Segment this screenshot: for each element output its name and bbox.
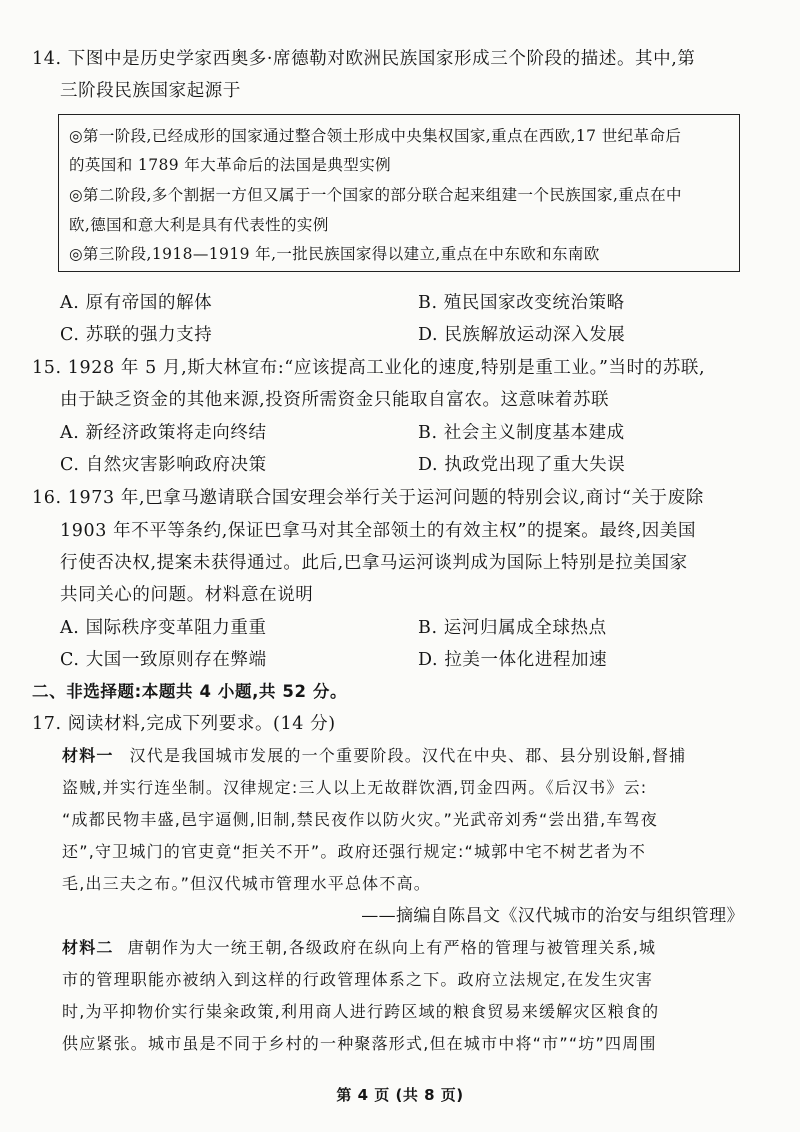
q15-option-b[interactable]: B. 社会主义制度基本建成 — [418, 423, 625, 443]
material2-line — [62, 936, 656, 960]
material1-line: 还”,守卫城门的官吏竟“拒关不开”。政府还强行规定:“城郭中宅不树艺者为不 — [62, 842, 647, 861]
material2-label: 材料二 — [62, 938, 114, 957]
q16-option-a[interactable]: A. 国际秩序变革阻力重重 — [60, 618, 267, 638]
material1-line — [62, 744, 686, 768]
q16-stem-line: 16. 1973 年,巴拿马邀请联合国安理会举行关于运河问题的特别会议,商讨“关于废除 — [32, 488, 704, 508]
material2-line: 时,为平抑物价实行粜籴政策,利用商人进行跨区域的粮食贸易来缓解灾区粮食的 — [62, 1002, 660, 1021]
box-line: ◎第三阶段,1918—1919 年,一批民族国家得以建立,重点在中东欧和东南欧 — [69, 245, 600, 263]
q16-option-b[interactable]: B. 运河归属成全球热点 — [418, 618, 607, 638]
q15-option-d[interactable]: D. 执政党出现了重大失误 — [418, 455, 626, 475]
q14-stem-line1: 14. 下图中是历史学家西奥多·席德勒对欧洲民族国家形成三个阶段的描述。其中,第 — [32, 49, 696, 69]
q14-option-a[interactable]: A. 原有帝国的解体 — [60, 293, 213, 313]
q14-option-b[interactable]: B. 殖民国家改变统治策略 — [418, 293, 625, 313]
box-line: 的英国和 1789 年大革命后的法国是典型实例 — [69, 156, 392, 174]
q14-stem-line2: 三阶段民族国家起源于 — [60, 81, 241, 101]
q16-option-d[interactable]: D. 拉美一体化进程加速 — [418, 650, 608, 670]
section-heading: 二、非选择题:本题共 4 小题,共 52 分。 — [32, 682, 348, 701]
q14-option-c[interactable]: C. 苏联的强力支持 — [60, 325, 213, 345]
q15-stem-line1: 15. 1928 年 5 月,斯大林宣布:“应该提高工业化的速度,特别是重工业。”当时的苏联, — [32, 358, 706, 378]
material1-text: 汉代是我国城市发展的一个重要阶段。汉代在中央、郡、县分别设斛,督捕 — [129, 746, 687, 765]
q16-stem-line: 行使否决权,提案未获得通过。此后,巴拿马运河谈判成为国际上特别是拉美国家 — [60, 553, 688, 573]
material2-text: 唐朝作为大一统王朝,各级政府在纵向上有严格的管理与被管理关系,城 — [127, 938, 657, 957]
q17-stem: 17. 阅读材料,完成下列要求。(14 分) — [32, 714, 336, 734]
material1-source: ——摘编自陈昌文《汉代城市的治安与组织管理》 — [361, 906, 744, 926]
material1-line: 盗贼,并实行连坐制。汉律规定:三人以上无故群饮酒,罚金四两。《后汉书》云: — [62, 778, 648, 797]
q14-option-d[interactable]: D. 民族解放运动深入发展 — [418, 325, 626, 345]
q16-option-c[interactable]: C. 大国一致原则存在弊端 — [60, 650, 267, 670]
q16-stem-line: 共同关心的问题。材料意在说明 — [60, 585, 314, 605]
material1-line: 毛,出三夫之布。”但汉代城市管理水平总体不高。 — [62, 874, 431, 893]
material1-line: “成都民物丰盛,邑宇逼侧,旧制,禁民夜作以防火灾。”光武帝刘秀“尝出猎,车驾夜 — [62, 810, 659, 829]
box-line: 欧,德国和意大利是具有代表性的实例 — [69, 216, 329, 234]
q14-stage-box — [58, 114, 740, 272]
box-line: ◎第一阶段,已经成形的国家通过整合领土形成中央集权国家,重点在西欧,17 世纪革命后 — [69, 127, 682, 145]
material2-line: 供应紧张。城市虽是不同于乡村的一种聚落形式,但在城市中将“市”“坊”四周围 — [62, 1034, 657, 1053]
q15-option-a[interactable]: A. 新经济政策将走向终结 — [60, 423, 267, 443]
material2-line: 市的管理职能亦被纳入到这样的行政管理体系之下。政府立法规定,在发生灾害 — [62, 970, 654, 989]
q16-stem-line: 1903 年不平等条约,保证巴拿马对其全部领土的有效主权”的提案。最终,因美国 — [60, 521, 697, 541]
material1-label: 材料一 — [62, 746, 114, 765]
q15-option-c[interactable]: C. 自然灾害影响政府决策 — [60, 455, 267, 475]
box-line: ◎第二阶段,多个割据一方但又属于一个国家的部分联合起来组建一个民族国家,重点在中 — [69, 186, 682, 204]
q15-stem-line2: 由于缺乏资金的其他来源,投资所需资金只能取自富农。这意味着苏联 — [60, 390, 610, 410]
page-number: 第 4 页 (共 8 页) — [336, 1086, 464, 1104]
